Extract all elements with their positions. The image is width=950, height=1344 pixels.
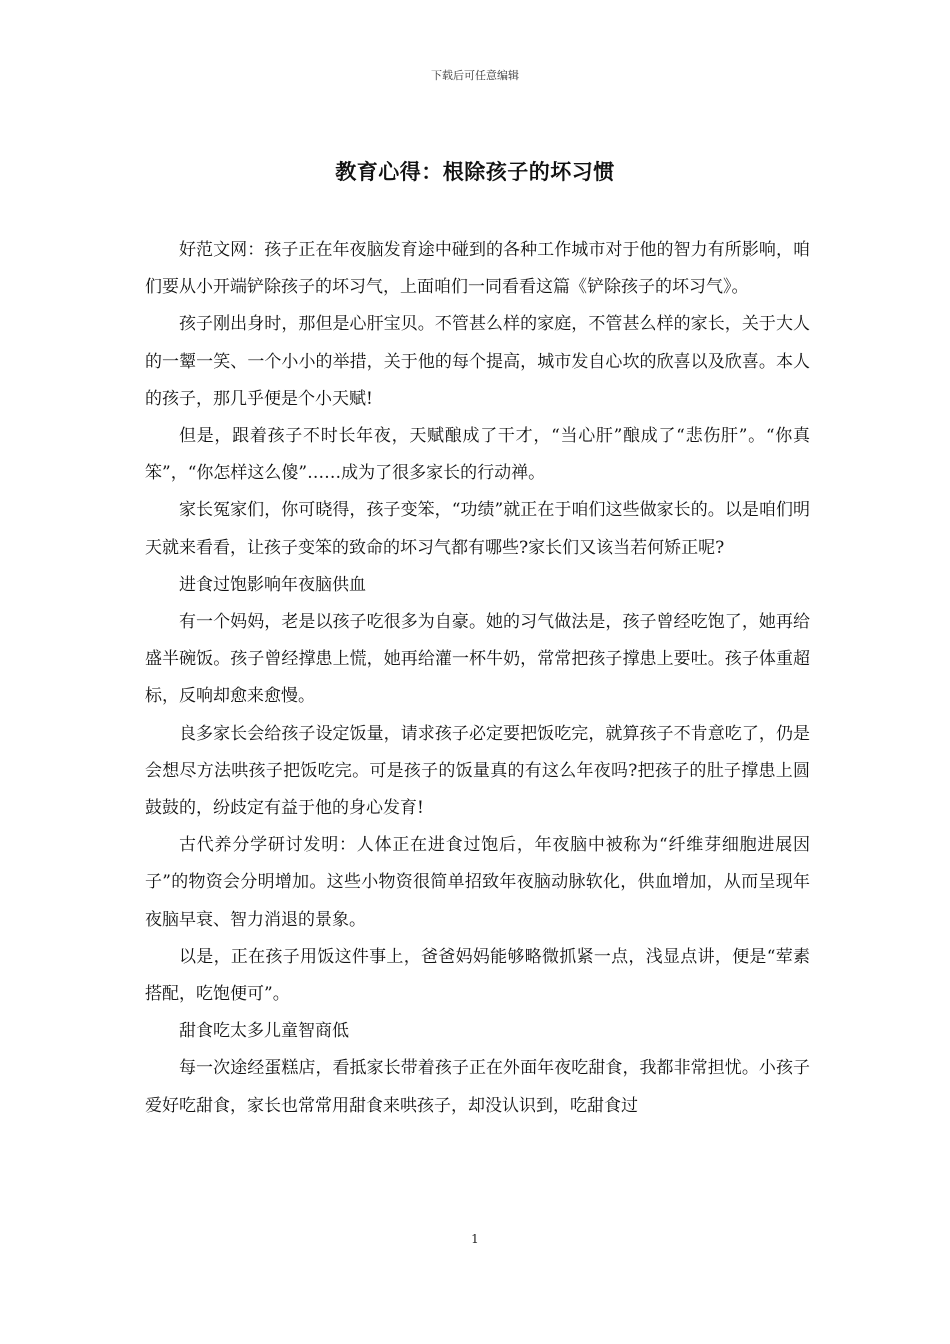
document-body [145, 232, 810, 1125]
paragraph-intro: 好范文网：孩子正在年夜脑发育途中碰到的各种工作城市对于他的智力有所影响，咱们要从小开端铲除孩子的坏习气，上面咱们一同看看这篇《铲除孩子的坏习气》。 [145, 240, 810, 298]
section-heading: 甜食吃太多儿童智商低 [179, 1021, 349, 1042]
paragraph: 每一次途经蛋糕店，看抵家长带着孩子正在外面年夜吃甜食，我都非常担忧。小孩子爱好吃甜食，家长也常常用甜食来哄孩子，却没认识到，吃甜食过 [145, 1058, 810, 1116]
paragraph: 以是，正在孩子用饭这件事上，爸爸妈妈能够略微抓紧一点，浅显点讲，便是“荤素搭配，吃饱便可”。 [145, 946, 810, 1005]
paragraph: 家长冤家们，你可晓得，孩子变笨，“功绩”就正在于咱们这些做家长的。以是咱们明天就来看看，让孩子变笨的致命的坏习气都有哪些?家长们又该当若何矫正呢? [145, 500, 810, 558]
paragraph: 古代养分学研讨发明：人体正在进食过饱后，年夜脑中被称为“纤维芽细胞进展因子”的物资会分明增加。这些小物资很简单招致年夜脑动脉软化，供血增加，从而呈现年夜脑早衰、智力消退的景象。 [145, 835, 810, 930]
paragraph: 但是，跟着孩子不时长年夜，天赋酿成了干才，“当心肝”酿成了“悲伤肝”。“你真笨”，“你怎样这么傻”……成为了很多家长的行动禅。 [145, 426, 810, 484]
page-header: 下载后可任意编辑 [431, 69, 519, 82]
document-title: 教育心得：根除孩子的坏习惯 [335, 159, 615, 184]
section-heading: 进食过饱影响年夜脑供血 [179, 574, 366, 595]
paragraph: 良多家长会给孩子设定饭量，请求孩子必定要把饭吃完，就算孩子不肯意吃了，仍是会想尽方法哄孩子把饭吃完。可是孩子的饭量真的有这么年夜吗?把孩子的肚子撑患上圆鼓鼓的，纷歧定有益于他的身心发育! [145, 723, 810, 819]
page-number: 1 [471, 1232, 479, 1246]
paragraph: 有一个妈妈，老是以孩子吃很多为自豪。她的习气做法是，孩子曾经吃饱了，她再给盛半碗饭。孩子曾经撑患上慌，她再给灌一杯牛奶，常常把孩子撑患上要吐。孩子体重超标，反响却愈来愈慢。 [145, 612, 810, 707]
paragraph: 孩子刚出身时，那但是心肝宝贝。不管甚么样的家庭，不管甚么样的家长，关于大人的一颦一笑、一个小小的举措，关于他的每个提高，城市发自心坎的欣喜以及欣喜。本人的孩子，那几乎便是个小天赋! [145, 314, 810, 409]
